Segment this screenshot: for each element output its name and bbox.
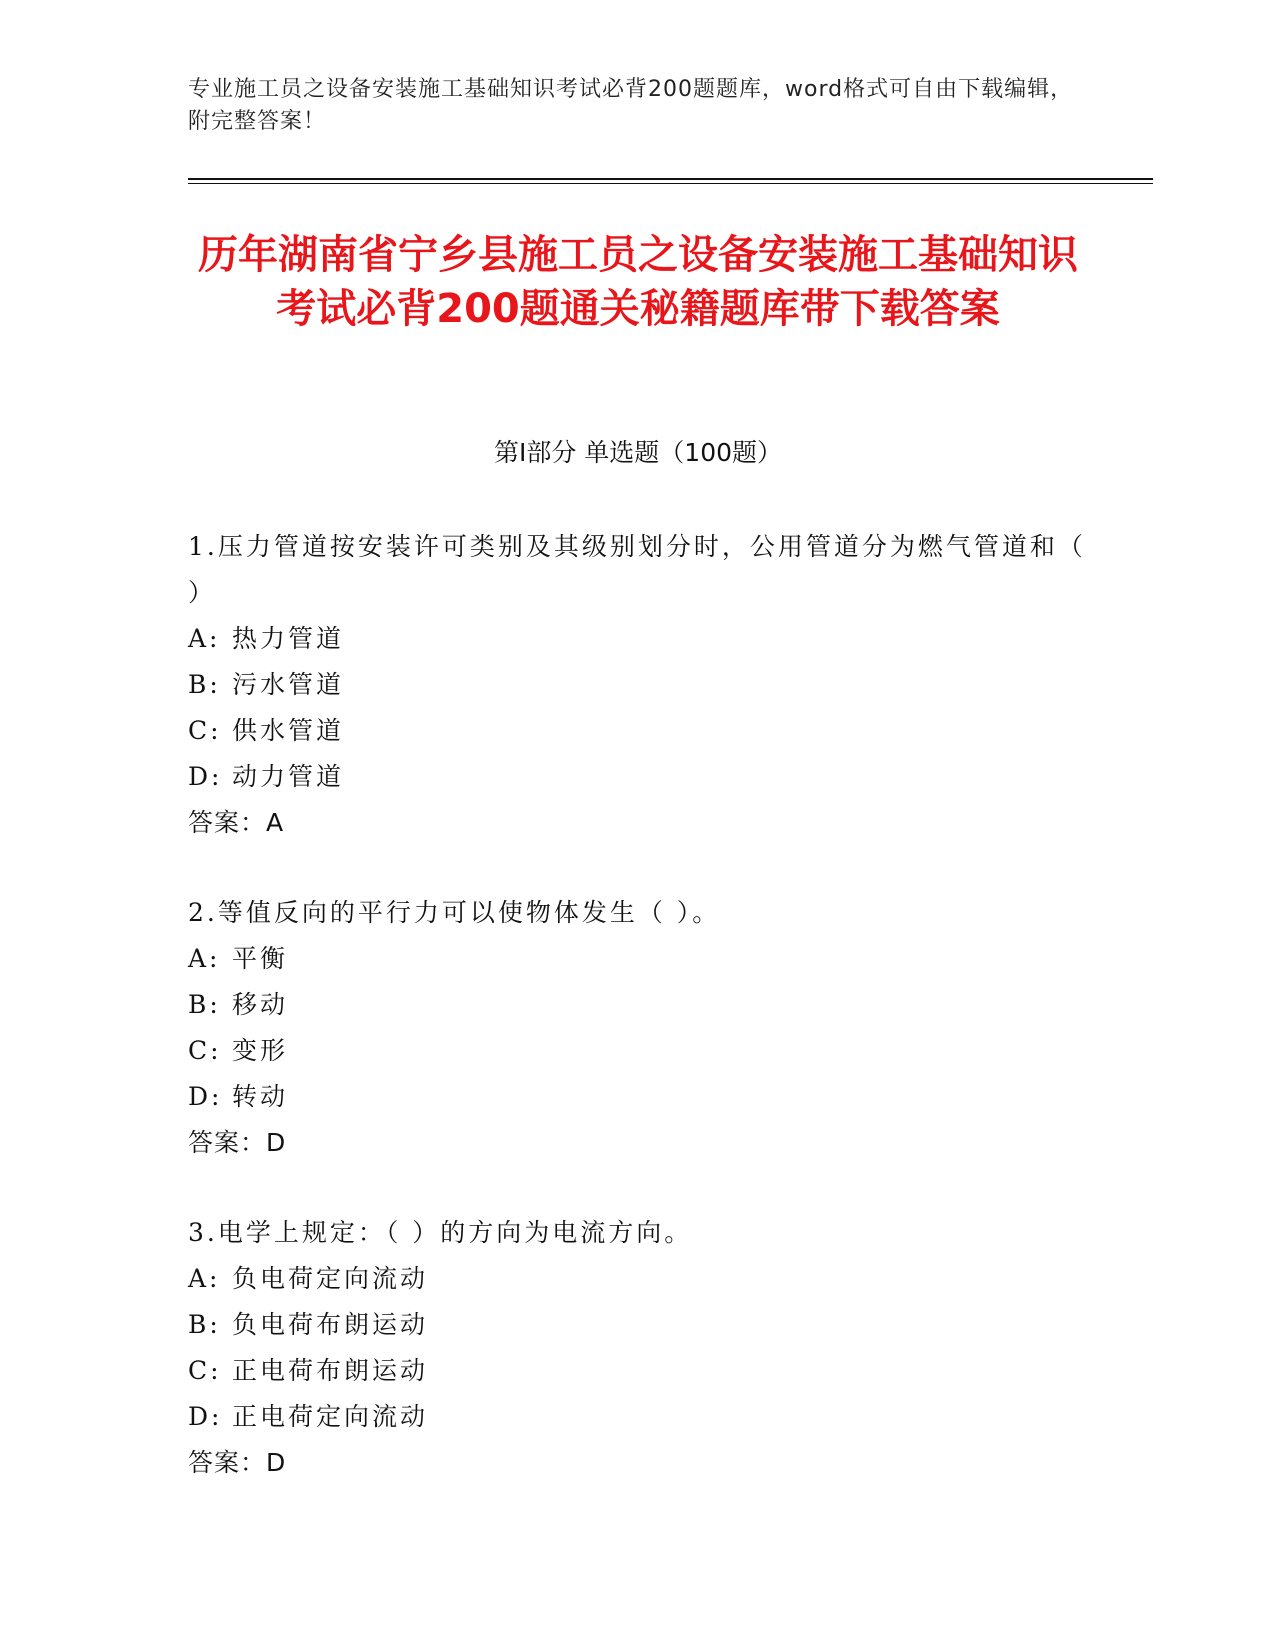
option-d <box>188 1074 1088 1120</box>
question-list <box>188 524 1088 1530</box>
option-key: D: <box>188 1402 223 1431</box>
document-title: 历年湖南省宁乡县施工员之设备安装施工基础知识考试必背200题通关秘籍题库带下载答案 <box>198 232 1078 332</box>
question-2 <box>188 890 1088 1166</box>
option-key: D: <box>188 1082 223 1111</box>
option-key: D: <box>188 762 223 791</box>
answer-line: 答案：A <box>188 808 285 837</box>
option-key: C: <box>188 1356 222 1385</box>
option-b <box>188 982 1088 1028</box>
answer-line: 答案：D <box>188 1128 287 1157</box>
option-text: 热力管道 <box>232 624 345 653</box>
option-c <box>188 708 1088 754</box>
option-c <box>188 1348 1088 1394</box>
option-key: B: <box>188 670 221 699</box>
question-3 <box>188 1210 1088 1486</box>
option-text: 平衡 <box>232 944 289 973</box>
option-text: 转动 <box>232 1082 289 1111</box>
option-text: 供水管道 <box>232 716 345 745</box>
option-text: 负电荷定向流动 <box>232 1264 429 1293</box>
option-a <box>188 1256 1088 1302</box>
header-divider-thick <box>188 178 1153 180</box>
option-a <box>188 936 1088 982</box>
option-text: 负电荷布朗运动 <box>232 1310 429 1339</box>
option-d <box>188 1394 1088 1440</box>
option-text: 动力管道 <box>232 762 345 791</box>
option-text: 污水管道 <box>232 670 345 699</box>
header-note: 专业施工员之设备安装施工基础知识考试必背200题题库，word格式可自由下载编辑，附完整答案！ <box>188 77 1074 134</box>
question-stem: 3.电学上规定：（ ）的方向为电流方向。 <box>188 1218 693 1247</box>
option-text: 变形 <box>232 1036 289 1065</box>
question-stem: 2.等值反向的平行力可以使物体发生（ ）。 <box>188 898 721 927</box>
question-stem: 1.压力管道按安装许可类别及其级别划分时，公用管道分为燃气管道和（ ） <box>188 532 1086 607</box>
question-1 <box>188 524 1088 846</box>
option-key: A: <box>188 1264 221 1293</box>
option-b <box>188 1302 1088 1348</box>
option-d <box>188 754 1088 800</box>
option-text: 正电荷定向流动 <box>232 1402 429 1431</box>
option-text: 移动 <box>232 990 289 1019</box>
option-key: A: <box>188 624 221 653</box>
option-key: A: <box>188 944 221 973</box>
option-text: 正电荷布朗运动 <box>232 1356 429 1385</box>
header-divider-thin <box>188 183 1153 184</box>
option-key: B: <box>188 990 221 1019</box>
option-a <box>188 616 1088 662</box>
option-b <box>188 662 1088 708</box>
answer-line: 答案：D <box>188 1448 287 1477</box>
section-heading: 第I部分 单选题（100题） <box>493 438 783 467</box>
option-key: C: <box>188 716 222 745</box>
option-key: B: <box>188 1310 221 1339</box>
option-key: C: <box>188 1036 222 1065</box>
option-c <box>188 1028 1088 1074</box>
